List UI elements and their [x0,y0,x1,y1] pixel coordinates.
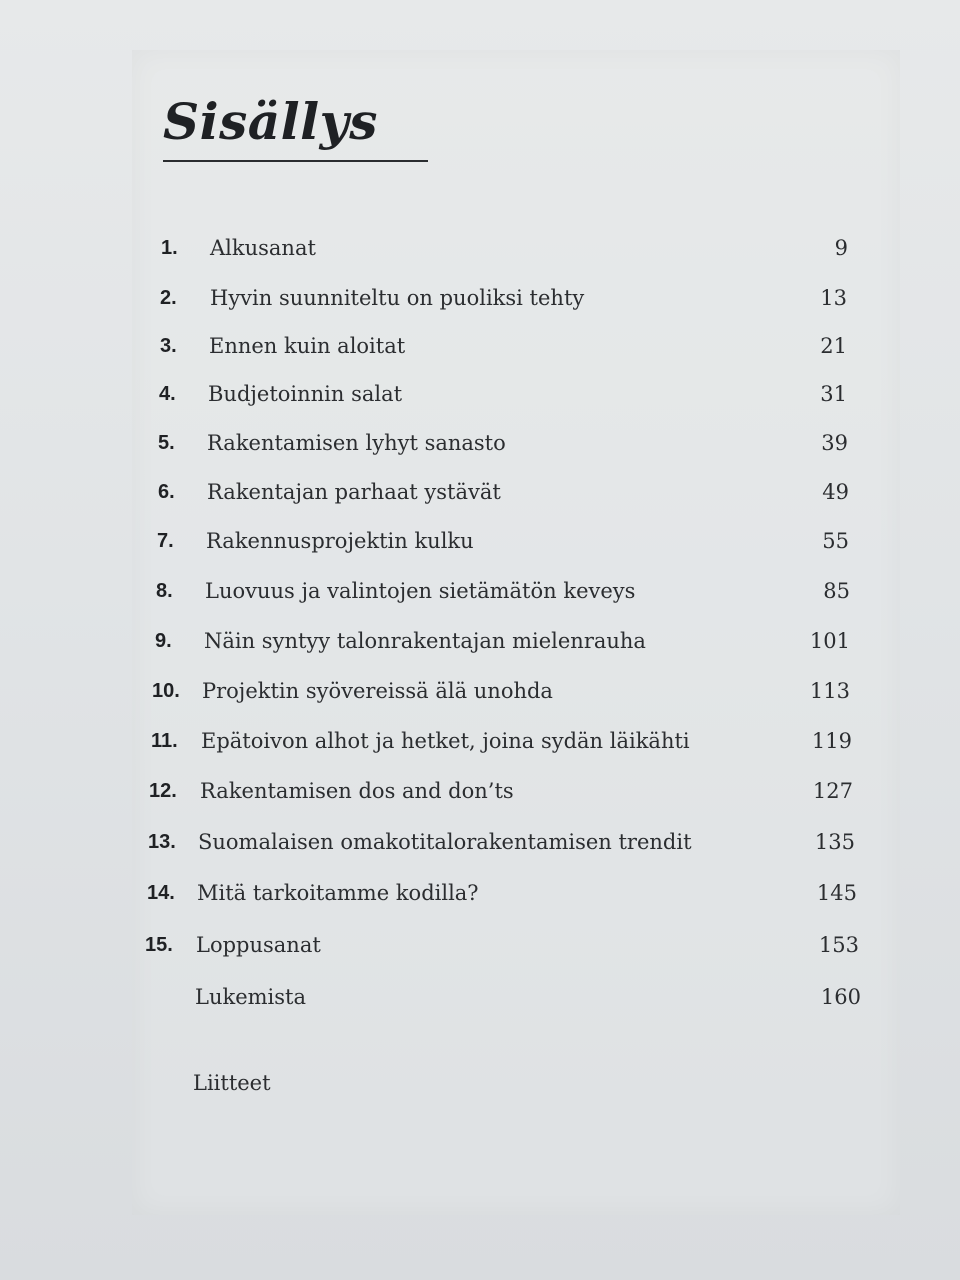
toc-entry-number: 4. [159,383,176,405]
toc-entry-page: 113 [809,679,850,703]
toc-entry-label: Projektin syövereissä älä unohda [202,679,553,703]
toc-entry-page: 9 [834,236,848,260]
toc-entry-label: Alkusanat [210,236,316,260]
toc-entry-label: Budjetoinnin salat [208,382,403,406]
toc-entry-page: 85 [823,579,850,603]
toc-entry-page: 153 [818,933,859,957]
toc-entry-label: Rakentamisen lyhyt sanasto [207,431,506,455]
toc-entry-number: 15. [145,934,173,956]
toc-entry-page: 101 [809,629,850,653]
toc-entry-label: Suomalaisen omakotitalorakentamisen trendit [198,830,692,854]
toc-entry-number: 12. [149,780,177,802]
toc-entry-label: Rakennusprojektin kulku [206,529,474,553]
toc-entry-page: 119 [811,729,852,753]
toc-entry-page: 21 [820,334,847,358]
toc-entry-number: 8. [156,580,173,602]
toc-entry-page: 145 [816,881,857,905]
toc-entry-label: Ennen kuin aloitat [209,334,406,358]
page-title: Sisällys [163,92,378,151]
toc-entry-number: 14. [147,882,175,904]
toc-entry-label: Rakentajan parhaat ystävät [207,480,501,504]
toc-entry-page: 55 [822,529,849,553]
toc-entry-label: Epätoivon alhot ja hetket, joina sydän läikähti [201,729,690,753]
toc-entry-number: 3. [160,335,177,357]
toc-entry-number: 10. [152,680,180,702]
toc-entry-label: Hyvin suunniteltu on puoliksi tehty [210,286,585,310]
toc-entry-number: 2. [160,287,177,309]
toc-entry-number: 7. [157,530,174,552]
toc-entry-number: 5. [158,432,175,454]
toc-entry-page: 160 [820,985,861,1009]
toc-entry-page: 135 [814,830,855,854]
toc-entry-page: 13 [820,286,847,310]
toc-entry-label: Liitteet [193,1071,271,1095]
toc-entry-number: 6. [158,481,175,503]
toc-entry-label: Näin syntyy talonrakentajan mielenrauha [204,629,646,653]
toc-entry-label: Mitä tarkoitamme kodilla? [197,881,479,905]
toc-entry-label: Luovuus ja valintojen sietämätön keveys [205,579,636,603]
toc-entry-label: Rakentamisen dos and don’ts [200,779,514,803]
toc-entry-page: 127 [812,779,853,803]
toc-entry-number: 13. [148,831,176,853]
toc-entry-page: 49 [822,480,849,504]
toc-entry-page: 31 [820,382,847,406]
toc-entry-number: 11. [151,730,178,752]
toc-entry-page: 39 [821,431,848,455]
toc-entry-label: Loppusanat [196,933,321,957]
toc-entry-label: Lukemista [195,985,306,1009]
toc-entry-number: 9. [155,630,172,652]
toc-entry-number: 1. [161,237,178,259]
